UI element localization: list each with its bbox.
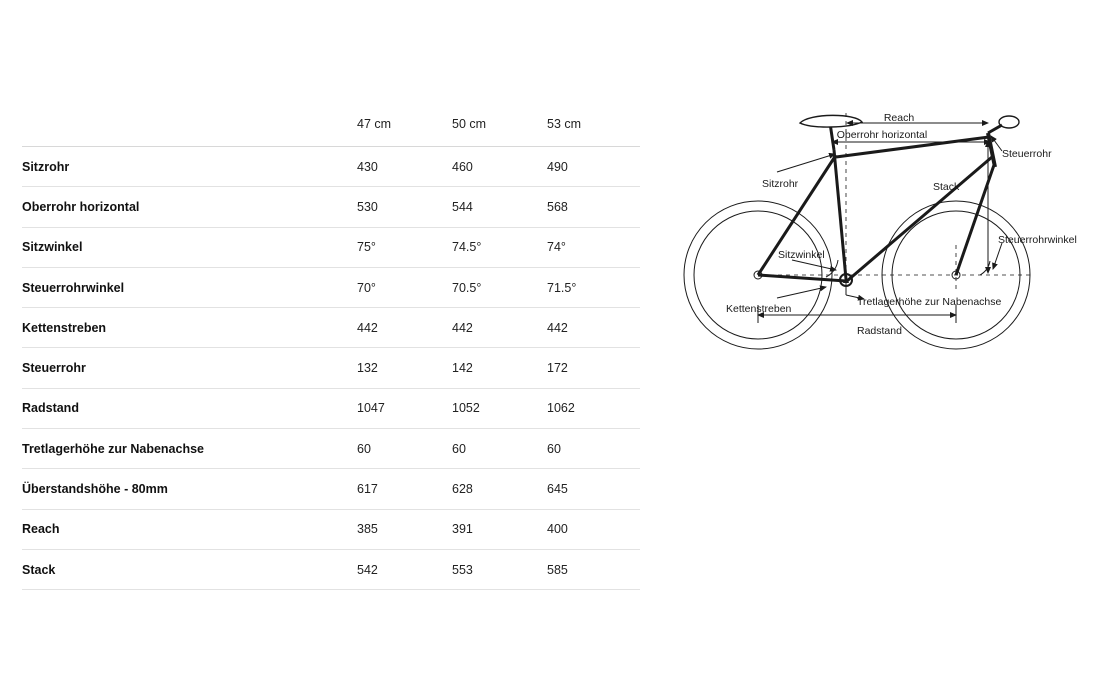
row-label: Überstandshöhe - 80mm: [22, 482, 168, 497]
label-steuerrohr: Steuerrohr: [1002, 148, 1052, 160]
table-row: [22, 227, 640, 267]
cell-value: 442: [452, 320, 473, 335]
cell-value: 544: [452, 199, 473, 214]
label-steuerrohrwinkel: Steuerrohrwinkel: [998, 234, 1077, 246]
row-label: Kettenstreben: [22, 320, 107, 335]
table-row: [22, 509, 640, 549]
cell-value: 60: [547, 441, 561, 456]
cell-value: 385: [357, 522, 378, 537]
label-sitzwinkel: Sitzwinkel: [778, 249, 825, 261]
cell-value: 645: [547, 482, 568, 497]
label-radstand: Radstand: [857, 325, 902, 337]
table-header-row: [22, 108, 640, 147]
cell-value: 430: [357, 159, 378, 174]
cell-value: 442: [547, 320, 568, 335]
cell-value: 628: [452, 482, 473, 497]
handlebar-grip: [999, 116, 1019, 128]
row-label: Reach: [22, 522, 60, 537]
cell-value: 553: [452, 562, 473, 577]
row-label: Stack: [22, 562, 56, 577]
cell-value: 74.5°: [452, 240, 482, 255]
table-header: [22, 108, 640, 147]
table-row: [22, 187, 640, 227]
row-label: Sitzrohr: [22, 159, 70, 174]
label-stack: Stack: [933, 181, 960, 193]
down-tube: [847, 157, 992, 281]
seat-tube: [834, 150, 846, 279]
row-label: Radstand: [22, 401, 79, 416]
row-label: Oberrohr horizontal: [22, 199, 140, 214]
cell-value: 142: [452, 361, 473, 376]
steuerrohrwinkel-arrow: [993, 243, 1002, 269]
cell-value: 442: [357, 320, 378, 335]
cell-value: 585: [547, 562, 568, 577]
cell-value: 75°: [357, 240, 376, 255]
label-kettenstreben: Kettenstreben: [726, 303, 792, 315]
cell-value: 132: [357, 361, 378, 376]
cell-value: 74°: [547, 240, 566, 255]
cell-value: 530: [357, 199, 378, 214]
label-reach: Reach: [883, 112, 915, 124]
table-row: [22, 267, 640, 307]
saddle: [800, 115, 862, 127]
table-row: [22, 549, 640, 589]
cell-value: 400: [547, 522, 568, 537]
table-row: [22, 147, 640, 187]
geometry-table-container: [22, 108, 640, 590]
geometry-table: [22, 108, 640, 590]
table-row: [22, 429, 640, 469]
cell-value: 172: [547, 361, 568, 376]
table-row: [22, 348, 640, 388]
cell-value: 70°: [357, 280, 376, 295]
label-sitzrohr: Sitzrohr: [762, 178, 799, 190]
bike-geometry-diagram: [650, 95, 1110, 385]
table-body: [22, 147, 640, 590]
cell-value: 1052: [452, 401, 480, 416]
cell-value: 490: [547, 159, 568, 174]
stem: [988, 125, 1002, 133]
label-oberrohr-horizontal: Oberrohr horizontal: [836, 129, 928, 141]
cell-value: 60: [452, 441, 466, 456]
cell-value: 568: [547, 199, 568, 214]
chainstay: [758, 275, 846, 281]
cell-value: 1047: [357, 401, 385, 416]
row-label: Steuerrohr: [22, 361, 86, 376]
cell-value: 60: [357, 441, 371, 456]
column-header-size-50: 50 cm: [452, 117, 487, 131]
cell-value: 617: [357, 482, 378, 497]
cell-value: 71.5°: [547, 280, 577, 295]
table-row: [22, 469, 640, 509]
sitzwinkel-arrow: [792, 260, 836, 270]
cell-value: 391: [452, 522, 473, 537]
head-tube: [988, 133, 995, 167]
table-row: [22, 388, 640, 428]
table-row: [22, 308, 640, 348]
cell-value: 542: [357, 562, 378, 577]
row-label: Steuerrohrwinkel: [22, 280, 125, 295]
row-label: Tretlagerhöhe zur Nabenachse: [22, 441, 205, 456]
cell-value: 1062: [547, 401, 575, 416]
column-header-size-47: 47 cm: [357, 117, 392, 131]
column-header-empty: [22, 108, 357, 147]
row-label: Sitzwinkel: [22, 240, 83, 255]
column-header-size-53: 53 cm: [547, 117, 582, 131]
label-tretlagerhoehe: Tretlagerhöhe zur Nabenachse: [857, 296, 1002, 308]
cell-value: 70.5°: [452, 280, 482, 295]
cell-value: 460: [452, 159, 473, 174]
